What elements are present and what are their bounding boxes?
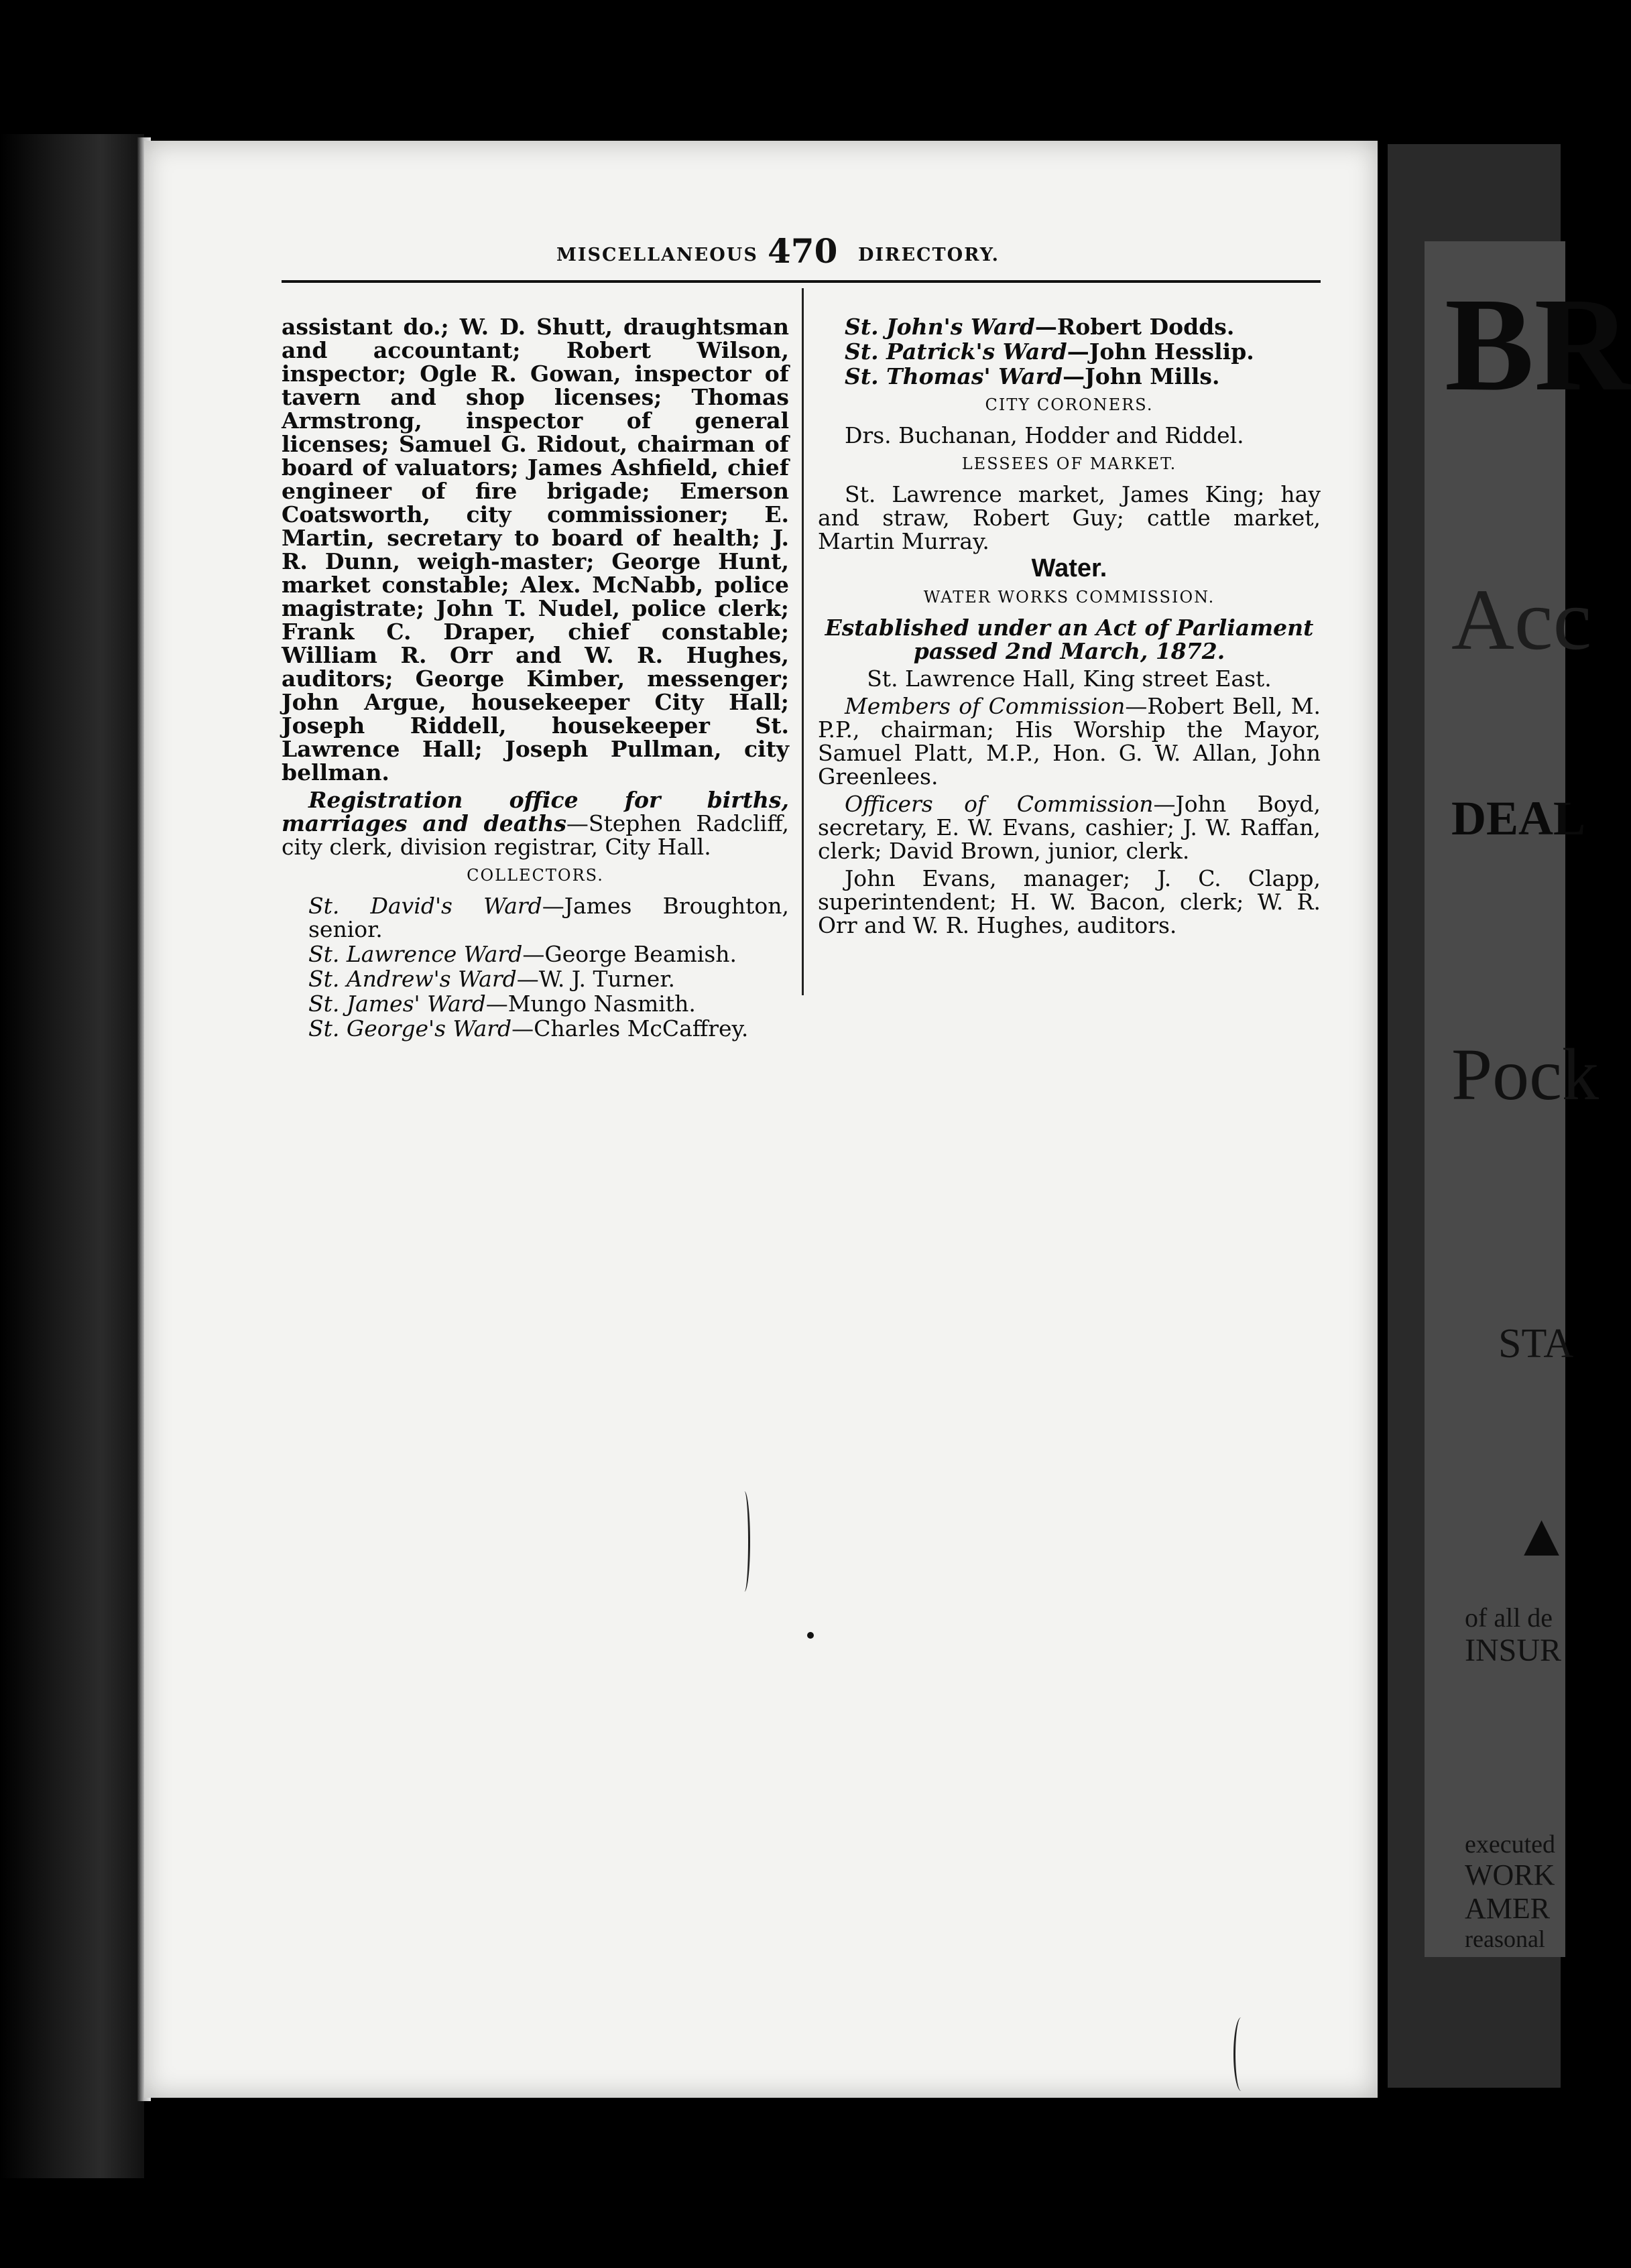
officers-label: Officers of Commission — [845, 791, 1154, 817]
collector-entry — [308, 1017, 789, 1040]
collector-name: —Robert Dodds. — [1034, 314, 1235, 340]
lessees-heading: LESSEES OF MARKET. — [961, 454, 1177, 473]
page-number: 470 — [768, 231, 838, 271]
next-page-acc: Acc — [1451, 572, 1592, 668]
next-page-amer: AMER — [1465, 1892, 1551, 1925]
collector-name: —James Broughton, senior. — [308, 893, 789, 942]
registration-label: Registration office for births, marriages and deaths — [282, 787, 789, 836]
scan-dot — [807, 1632, 814, 1639]
address-text: St. Lawrence Hall, King street East. — [867, 666, 1272, 692]
water-heading: Water. — [1031, 554, 1107, 582]
collector-name: —Charles McCaffrey. — [511, 1015, 749, 1042]
coroners-text: Drs. Buchanan, Hodder and Riddel. — [845, 422, 1244, 448]
header-left: MISCELLANEOUS — [556, 245, 758, 265]
coroners-heading: CITY CORONERS. — [985, 395, 1154, 414]
established-text: Established under an Act of Parliament passed 2nd March, 1872. — [825, 615, 1314, 664]
next-page-br: BR — [1445, 271, 1631, 419]
left-column — [282, 315, 789, 1042]
next-page-pock: Pock — [1451, 1033, 1599, 1115]
collector-entry — [308, 942, 789, 966]
collector-entry — [308, 992, 789, 1015]
next-page-glyph: ▲ — [1512, 1503, 1572, 1569]
members-text: —Robert Bell, M. P.P., chairman; His Worship the Mayor, Samuel Platt, M.P., Hon. G. W. Allan, John Greenlees. — [818, 693, 1321, 790]
next-page-sta: STA — [1498, 1321, 1574, 1367]
next-page-of-all: of all de — [1465, 1602, 1553, 1633]
lessees-text: St. Lawrence market, James King; hay and straw, Robert Guy; cattle market, Martin Murray. — [818, 481, 1321, 554]
ward-name: St. Patrick's Ward — [845, 338, 1067, 365]
officers-text: —John Boyd, secretary, E. W. Evans, cashier; J. W. Raffan, clerk; David Brown, junior, clerk. — [818, 791, 1321, 864]
collector-entry — [845, 315, 1321, 338]
officials-paragraph: assistant do.; W. D. Shutt, draughtsman and accountant; Robert Wilson, inspector; Ogle R. Gowan, inspector of tavern and shop licenses; Thomas Armstrong, inspector of general licenses; Samuel G. Ridout, chairman of board of valuators; James Ashfield, chief engineer of fire brigade; Emerson Coatsworth, city commissioner; E. Martin, secretary to board of health; J. R. Dunn, weigh-master; George Hunt, market constable; Alex. McNabb, police magistrate; John T. Nudel, police clerk; Frank C. Draper, chief constable; William R. Orr and W. R. Hughes, auditors; George Kimber, messenger; John Argue, housekeeper City Hall; Joseph Riddell, housekeeper St. Lawrence Hall; Joseph Pullman, city bellman. — [282, 314, 789, 785]
collector-entry — [308, 894, 789, 941]
next-page-reason: reasonal — [1465, 1926, 1545, 1952]
staff-paragraph: John Evans, manager; J. C. Clapp, superintendent; H. W. Bacon, clerk; W. R. Orr and W. R. Hughes, auditors. — [818, 865, 1321, 938]
ward-name: St. John's Ward — [845, 314, 1035, 340]
next-page-work: WORK — [1465, 1858, 1555, 1891]
officers-paragraph — [818, 792, 1321, 863]
scan-mark — [1233, 2017, 1249, 2091]
collector-name: —John Mills. — [1063, 363, 1220, 389]
waterworks-heading: WATER WORKS COMMISSION. — [923, 588, 1215, 607]
collector-name: —George Beamish. — [522, 941, 737, 967]
registration-text: —Stephen Radcliff, city clerk, division registrar, City Hall. — [282, 810, 789, 860]
members-label: Members of Commission — [845, 693, 1126, 719]
registration-paragraph — [282, 788, 789, 859]
next-page-insur: INSUR — [1465, 1633, 1562, 1668]
collector-name: —Mungo Nasmith. — [485, 991, 696, 1017]
collectors-heading: COLLECTORS. — [467, 866, 604, 885]
header-rule — [282, 280, 1321, 283]
collector-entry — [845, 340, 1321, 363]
ward-name: St. David's Ward — [308, 893, 542, 919]
next-page-executed: executed — [1465, 1830, 1556, 1858]
running-header — [550, 231, 1354, 278]
collector-entry — [308, 967, 789, 991]
right-column — [818, 315, 1321, 941]
collector-name: —John Hesslip. — [1067, 338, 1254, 365]
collector-entry — [845, 365, 1321, 388]
ward-name: St. Thomas' Ward — [845, 363, 1063, 389]
ward-name: St. Andrew's Ward — [308, 966, 517, 992]
book-binding — [0, 134, 144, 2178]
ward-name: St. Lawrence Ward — [308, 941, 523, 967]
members-paragraph — [818, 694, 1321, 788]
ward-name: St. James' Ward — [308, 991, 486, 1017]
next-page-fragment — [1425, 241, 1631, 1957]
column-divider — [802, 288, 804, 995]
header-right: DIRECTORY. — [858, 245, 1000, 265]
collector-name: —W. J. Turner. — [516, 966, 675, 992]
ward-name: St. George's Ward — [308, 1015, 512, 1042]
scan-mark — [739, 1491, 750, 1592]
next-page-deal: DEAL — [1451, 792, 1586, 845]
